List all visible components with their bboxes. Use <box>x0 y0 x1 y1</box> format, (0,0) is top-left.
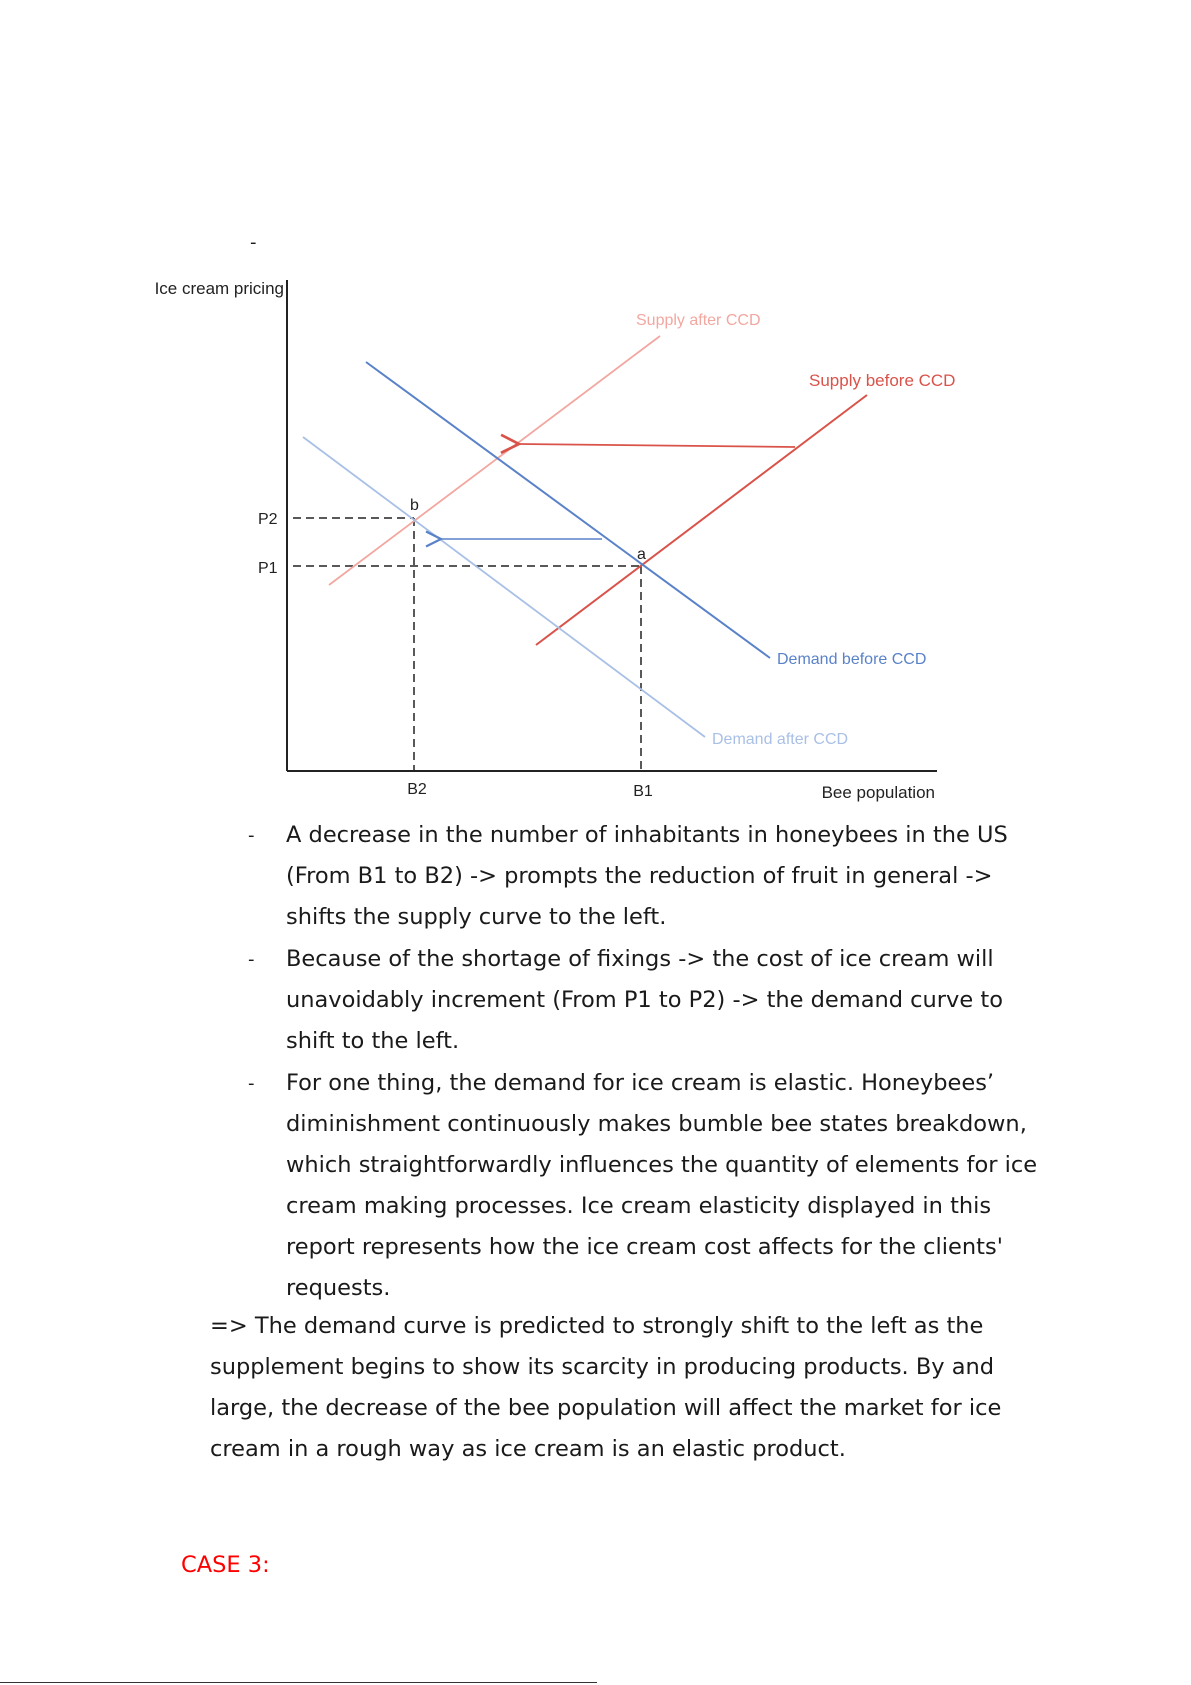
supply-demand-chart <box>0 0 1191 820</box>
series-supply-after-ccd <box>329 336 660 585</box>
series-demand-after-ccd <box>303 437 705 737</box>
label-supply-after-ccd: Supply after CCD <box>636 312 761 329</box>
y-axis-label: Ice cream pricing <box>154 279 284 298</box>
top-dash: - <box>250 232 257 253</box>
x-tick-b2: B2 <box>407 781 427 798</box>
bullet-dash: - <box>248 1073 255 1094</box>
case-heading: CASE 3: <box>181 1552 270 1578</box>
bullet-text: A decrease in the number of inhabitants in honeybees in the US (From B1 to B2) -> prompts the reduction of fruit in general -> shifts the supply curve to the left. <box>286 822 1008 930</box>
bullet-dash: - <box>248 949 255 970</box>
bullet-dash: - <box>248 825 255 846</box>
label-supply-before-ccd: Supply before CCD <box>809 371 956 390</box>
footer-divider <box>0 1682 597 1683</box>
point-b-label: b <box>410 497 419 514</box>
x-axis-label: Bee population <box>821 783 935 802</box>
label-demand-before-ccd: Demand before CCD <box>777 651 927 668</box>
list-item <box>240 815 1040 938</box>
bullet-list <box>240 815 1040 1310</box>
bullet-text: Because of the shortage of fixings -> the cost of ice cream will unavoidably increment (From P1 to P2) -> the demand curve to shift to the left. <box>286 946 1003 1054</box>
supply-shift-arrow <box>519 444 795 447</box>
label-demand-after-ccd: Demand after CCD <box>712 731 849 748</box>
x-tick-b1: B1 <box>633 783 653 800</box>
list-item <box>240 1063 1040 1309</box>
conclusion-paragraph: => The demand curve is predicted to strongly shift to the left as the supplement begins to show its scarcity in producing products. By and large, the decrease of the bee population will affect the market for ice cream in a rough way as ice cream is an elastic product. <box>210 1313 1002 1462</box>
list-item <box>240 939 1040 1062</box>
bullet-text: For one thing, the demand for ice cream is elastic. Honeybees’ diminishment continuously makes bumble bee states breakdown, which straightforwardly influences the quantity of elements for ice cream making processes. Ice cream elasticity displayed in this report represents how the ice cream cost affects for the clients' requests. <box>286 1070 1038 1301</box>
point-a-label: a <box>637 546 646 563</box>
y-tick-p1: P1 <box>258 560 278 577</box>
y-tick-p2: P2 <box>258 511 278 528</box>
series-demand-before-ccd <box>366 362 770 658</box>
